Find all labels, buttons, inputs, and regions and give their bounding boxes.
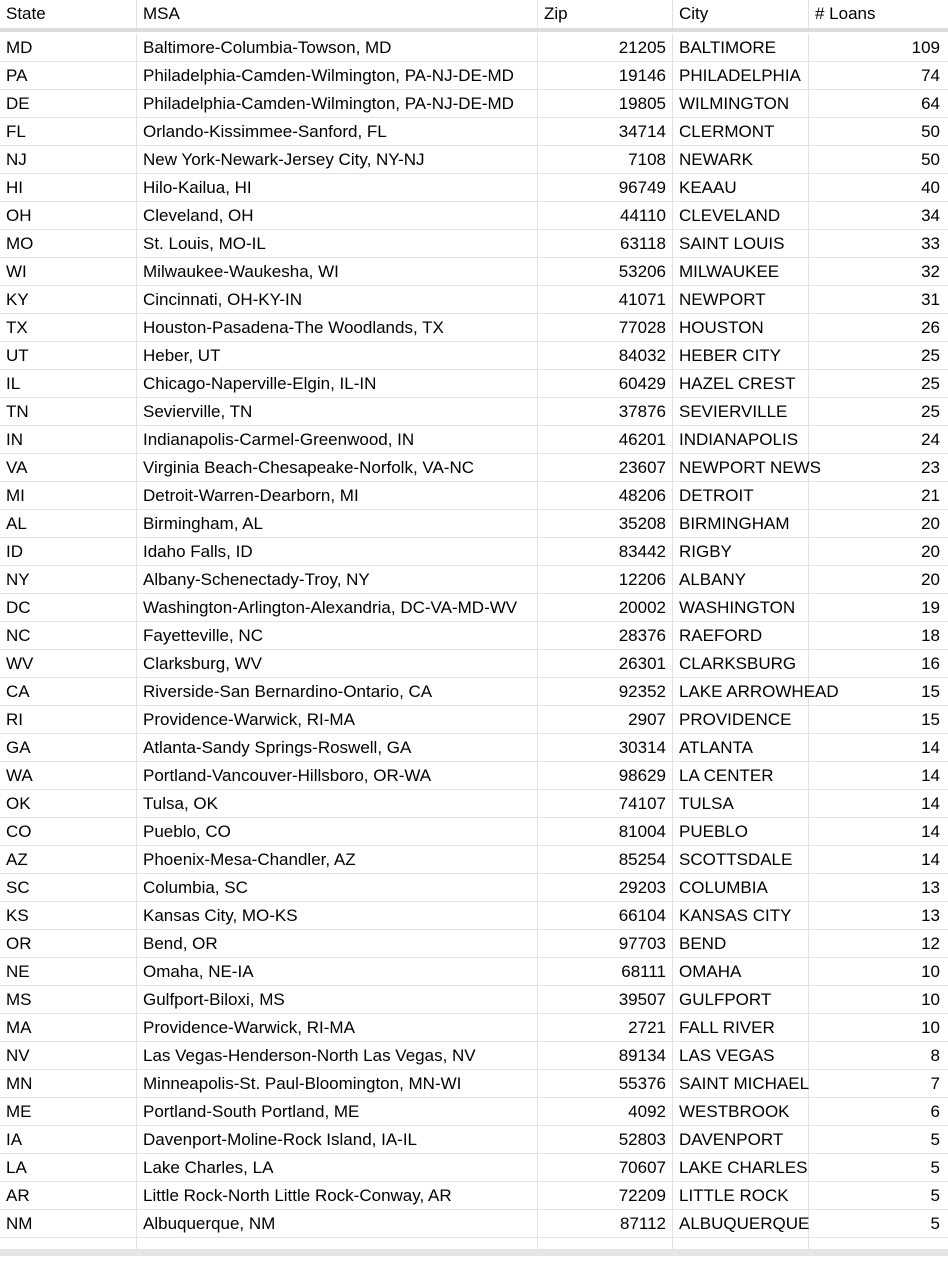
cell-state[interactable]: KS xyxy=(0,902,137,930)
cell-city[interactable]: BIRMINGHAM xyxy=(673,510,809,538)
cell-msa[interactable]: Minneapolis-St. Paul-Bloomington, MN-WI xyxy=(137,1070,538,1098)
cell-msa[interactable]: Cincinnati, OH-KY-IN xyxy=(137,286,538,314)
table-row xyxy=(0,146,948,174)
table-row xyxy=(0,650,948,678)
table-row xyxy=(0,34,948,62)
cell-msa[interactable]: Tulsa, OK xyxy=(137,790,538,818)
cell-msa[interactable]: Portland-Vancouver-Hillsboro, OR-WA xyxy=(137,762,538,790)
cell-state[interactable]: ME xyxy=(0,1098,137,1126)
cell-state[interactable]: AZ xyxy=(0,846,137,874)
cell-zip[interactable]: 89134 xyxy=(538,1042,673,1070)
cell-zip[interactable]: 84032 xyxy=(538,342,673,370)
cell-city[interactable]: ALBANY xyxy=(673,566,809,594)
cell-zip[interactable]: 2721 xyxy=(538,1014,673,1042)
cell-msa[interactable]: Columbia, SC xyxy=(137,874,538,902)
table-row xyxy=(0,678,948,706)
table-row xyxy=(0,902,948,930)
cell-zip[interactable]: 87112 xyxy=(538,1210,673,1238)
cell-city[interactable]: WASHINGTON xyxy=(673,594,809,622)
cell-state[interactable]: RI xyxy=(0,706,137,734)
cell-state[interactable]: MS xyxy=(0,986,137,1014)
cell-city[interactable]: NEWPORT NEWS xyxy=(673,454,809,482)
cell-loans[interactable]: 10 xyxy=(809,1014,948,1042)
cell-state[interactable]: KY xyxy=(0,286,137,314)
cell-city[interactable]: MILWAUKEE xyxy=(673,258,809,286)
table-row xyxy=(0,566,948,594)
cell-msa[interactable]: Little Rock-North Little Rock-Conway, AR xyxy=(137,1182,538,1210)
cell-city[interactable]: SAINT LOUIS xyxy=(673,230,809,258)
cell-zip[interactable]: 74107 xyxy=(538,790,673,818)
cell-loans[interactable]: 7 xyxy=(809,1070,948,1098)
cell-city[interactable]: BALTIMORE xyxy=(673,34,809,62)
table-row xyxy=(0,482,948,510)
cell-msa[interactable]: Virginia Beach-Chesapeake-Norfolk, VA-NC xyxy=(137,454,538,482)
cell-zip[interactable]: 2907 xyxy=(538,706,673,734)
cell-loans[interactable]: 26 xyxy=(809,314,948,342)
cell-loans[interactable]: 6 xyxy=(809,1098,948,1126)
cell-msa[interactable]: Las Vegas-Henderson-North Las Vegas, NV xyxy=(137,1042,538,1070)
table-row xyxy=(0,734,948,762)
cell-state[interactable]: IA xyxy=(0,1126,137,1154)
cell-msa[interactable]: Pueblo, CO xyxy=(137,818,538,846)
cell-state[interactable]: NE xyxy=(0,958,137,986)
table-row xyxy=(0,370,948,398)
cell-loans[interactable]: 14 xyxy=(809,762,948,790)
cell-loans[interactable]: 64 xyxy=(809,90,948,118)
table-row xyxy=(0,538,948,566)
cell-loans[interactable]: 10 xyxy=(809,986,948,1014)
cell-loans[interactable]: 8 xyxy=(809,1042,948,1070)
empty-cell[interactable] xyxy=(0,1238,137,1250)
cell-loans[interactable]: 12 xyxy=(809,930,948,958)
cell-zip[interactable]: 66104 xyxy=(538,902,673,930)
cell-state[interactable]: IL xyxy=(0,370,137,398)
cell-loans[interactable]: 33 xyxy=(809,230,948,258)
table-row xyxy=(0,1154,948,1182)
cell-loans[interactable]: 13 xyxy=(809,902,948,930)
cell-zip[interactable]: 85254 xyxy=(538,846,673,874)
cell-state[interactable]: GA xyxy=(0,734,137,762)
cell-loans[interactable]: 34 xyxy=(809,202,948,230)
cell-loans[interactable]: 24 xyxy=(809,426,948,454)
cell-city[interactable]: KEAAU xyxy=(673,174,809,202)
cell-state[interactable]: NY xyxy=(0,566,137,594)
cell-city[interactable]: OMAHA xyxy=(673,958,809,986)
cell-zip[interactable]: 53206 xyxy=(538,258,673,286)
cell-state[interactable]: VA xyxy=(0,454,137,482)
cell-loans[interactable]: 20 xyxy=(809,538,948,566)
cell-zip[interactable]: 98629 xyxy=(538,762,673,790)
cell-state[interactable]: OR xyxy=(0,930,137,958)
cell-city[interactable]: RIGBY xyxy=(673,538,809,566)
cell-city[interactable]: SAINT MICHAEL xyxy=(673,1070,809,1098)
cell-zip[interactable]: 77028 xyxy=(538,314,673,342)
cell-city[interactable]: SCOTTSDALE xyxy=(673,846,809,874)
cell-state[interactable]: HI xyxy=(0,174,137,202)
cell-zip[interactable]: 29203 xyxy=(538,874,673,902)
table-row xyxy=(0,1098,948,1126)
column-header-state[interactable]: State xyxy=(0,0,137,28)
cell-city[interactable]: NEWPORT xyxy=(673,286,809,314)
cell-zip[interactable]: 37876 xyxy=(538,398,673,426)
cell-msa[interactable]: Riverside-San Bernardino-Ontario, CA xyxy=(137,678,538,706)
cell-state[interactable]: CO xyxy=(0,818,137,846)
cell-state[interactable]: MN xyxy=(0,1070,137,1098)
cell-zip[interactable]: 19146 xyxy=(538,62,673,90)
cell-city[interactable]: INDIANAPOLIS xyxy=(673,426,809,454)
cell-zip[interactable]: 30314 xyxy=(538,734,673,762)
table-row xyxy=(0,594,948,622)
cell-loans[interactable]: 16 xyxy=(809,650,948,678)
cell-msa[interactable]: Hilo-Kailua, HI xyxy=(137,174,538,202)
table-row xyxy=(0,1042,948,1070)
cell-zip[interactable]: 55376 xyxy=(538,1070,673,1098)
bottom-scroll-edge xyxy=(0,1250,948,1256)
cell-zip[interactable]: 35208 xyxy=(538,510,673,538)
cell-state[interactable]: NJ xyxy=(0,146,137,174)
cell-msa[interactable]: Baltimore-Columbia-Towson, MD xyxy=(137,34,538,62)
cell-msa[interactable]: Portland-South Portland, ME xyxy=(137,1098,538,1126)
empty-cell[interactable] xyxy=(538,1238,673,1250)
cell-state[interactable]: NV xyxy=(0,1042,137,1070)
cell-city[interactable]: CLARKSBURG xyxy=(673,650,809,678)
cell-zip[interactable]: 26301 xyxy=(538,650,673,678)
cell-zip[interactable]: 7108 xyxy=(538,146,673,174)
cell-msa[interactable]: Heber, UT xyxy=(137,342,538,370)
table-row xyxy=(0,1070,948,1098)
cell-loans[interactable]: 25 xyxy=(809,370,948,398)
table-row xyxy=(0,62,948,90)
cell-loans[interactable]: 14 xyxy=(809,846,948,874)
cell-city[interactable]: DETROIT xyxy=(673,482,809,510)
cell-zip[interactable]: 60429 xyxy=(538,370,673,398)
cell-state[interactable]: LA xyxy=(0,1154,137,1182)
cell-zip[interactable]: 39507 xyxy=(538,986,673,1014)
cell-city[interactable]: CLERMONT xyxy=(673,118,809,146)
cell-loans[interactable]: 25 xyxy=(809,342,948,370)
cell-msa[interactable]: Kansas City, MO-KS xyxy=(137,902,538,930)
cell-zip[interactable]: 46201 xyxy=(538,426,673,454)
cell-msa[interactable]: Birmingham, AL xyxy=(137,510,538,538)
cell-city[interactable]: PROVIDENCE xyxy=(673,706,809,734)
cell-zip[interactable]: 23607 xyxy=(538,454,673,482)
cell-msa[interactable]: Phoenix-Mesa-Chandler, AZ xyxy=(137,846,538,874)
cell-city[interactable]: LAS VEGAS xyxy=(673,1042,809,1070)
cell-loans[interactable]: 50 xyxy=(809,146,948,174)
cell-loans[interactable]: 15 xyxy=(809,706,948,734)
table-row xyxy=(0,1014,948,1042)
cell-state[interactable]: TN xyxy=(0,398,137,426)
cell-msa[interactable]: Washington-Arlington-Alexandria, DC-VA-MD-WV xyxy=(137,594,538,622)
table-row xyxy=(0,258,948,286)
table-row xyxy=(0,454,948,482)
table-row xyxy=(0,314,948,342)
cell-msa[interactable]: Idaho Falls, ID xyxy=(137,538,538,566)
cell-loans[interactable]: 20 xyxy=(809,510,948,538)
cell-city[interactable]: PHILADELPHIA xyxy=(673,62,809,90)
cell-loans[interactable]: 31 xyxy=(809,286,948,314)
cell-msa[interactable]: Clarksburg, WV xyxy=(137,650,538,678)
cell-loans[interactable]: 50 xyxy=(809,118,948,146)
cell-zip[interactable]: 68111 xyxy=(538,958,673,986)
cell-loans[interactable]: 32 xyxy=(809,258,948,286)
cell-state[interactable]: AR xyxy=(0,1182,137,1210)
column-header-zip[interactable]: Zip xyxy=(538,0,673,28)
table-row xyxy=(0,398,948,426)
cell-city[interactable]: ATLANTA xyxy=(673,734,809,762)
table-row xyxy=(0,342,948,370)
cell-city[interactable]: HAZEL CREST xyxy=(673,370,809,398)
cell-city[interactable]: COLUMBIA xyxy=(673,874,809,902)
table-row xyxy=(0,510,948,538)
cell-msa[interactable]: Milwaukee-Waukesha, WI xyxy=(137,258,538,286)
table-row xyxy=(0,202,948,230)
table-row xyxy=(0,118,948,146)
column-header-loans[interactable]: # Loans xyxy=(815,4,876,23)
cell-city[interactable]: DAVENPORT xyxy=(673,1126,809,1154)
header-separator xyxy=(0,28,948,32)
cell-msa[interactable]: Detroit-Warren-Dearborn, MI xyxy=(137,482,538,510)
column-header-city[interactable]: City xyxy=(673,0,809,28)
cell-state[interactable]: WI xyxy=(0,258,137,286)
cell-state[interactable]: NC xyxy=(0,622,137,650)
cell-msa[interactable]: Albany-Schenectady-Troy, NY xyxy=(137,566,538,594)
cell-city[interactable]: KANSAS CITY xyxy=(673,902,809,930)
cell-city[interactable]: CLEVELAND xyxy=(673,202,809,230)
cell-msa[interactable]: Gulfport-Biloxi, MS xyxy=(137,986,538,1014)
cell-loans[interactable]: 19 xyxy=(809,594,948,622)
cell-loans[interactable]: 5 xyxy=(809,1182,948,1210)
table-row xyxy=(0,958,948,986)
cell-zip[interactable]: 52803 xyxy=(538,1126,673,1154)
cell-city[interactable]: RAEFORD xyxy=(673,622,809,650)
cell-msa[interactable]: Indianapolis-Carmel-Greenwood, IN xyxy=(137,426,538,454)
cell-loans[interactable]: 15 xyxy=(809,678,948,706)
cell-zip[interactable]: 20002 xyxy=(538,594,673,622)
cell-loans[interactable]: 14 xyxy=(809,818,948,846)
cell-loans[interactable]: 10 xyxy=(809,958,948,986)
cell-zip[interactable]: 63118 xyxy=(538,230,673,258)
cell-state[interactable]: ID xyxy=(0,538,137,566)
cell-state[interactable]: WA xyxy=(0,762,137,790)
cell-zip[interactable]: 48206 xyxy=(538,482,673,510)
cell-city[interactable]: ALBUQUERQUE xyxy=(673,1210,809,1238)
cell-msa[interactable]: Albuquerque, NM xyxy=(137,1210,538,1238)
cell-state[interactable]: DC xyxy=(0,594,137,622)
table-row xyxy=(0,286,948,314)
cell-loans[interactable]: 20 xyxy=(809,566,948,594)
cell-msa[interactable]: Philadelphia-Camden-Wilmington, PA-NJ-DE-MD xyxy=(137,90,538,118)
table-row xyxy=(0,706,948,734)
cell-zip[interactable]: 34714 xyxy=(538,118,673,146)
cell-loans[interactable]: 5 xyxy=(809,1154,948,1182)
cell-loans[interactable]: 40 xyxy=(809,174,948,202)
empty-cell[interactable] xyxy=(809,1238,948,1250)
cell-msa[interactable]: Philadelphia-Camden-Wilmington, PA-NJ-DE-MD xyxy=(137,62,538,90)
cell-city[interactable]: LITTLE ROCK xyxy=(673,1182,809,1210)
cell-zip[interactable]: 41071 xyxy=(538,286,673,314)
cell-loans[interactable]: 21 xyxy=(809,482,948,510)
cell-state[interactable]: AL xyxy=(0,510,137,538)
cell-zip[interactable]: 97703 xyxy=(538,930,673,958)
cell-state[interactable]: TX xyxy=(0,314,137,342)
cell-state[interactable]: UT xyxy=(0,342,137,370)
cell-zip[interactable]: 44110 xyxy=(538,202,673,230)
cell-city[interactable]: PUEBLO xyxy=(673,818,809,846)
table-row xyxy=(0,986,948,1014)
cell-city[interactable]: BEND xyxy=(673,930,809,958)
cell-loans[interactable]: 23 xyxy=(809,454,948,482)
cell-state[interactable]: MD xyxy=(0,34,137,62)
table-row xyxy=(0,1182,948,1210)
cell-state[interactable]: MI xyxy=(0,482,137,510)
cell-msa[interactable]: Cleveland, OH xyxy=(137,202,538,230)
cell-state[interactable]: SC xyxy=(0,874,137,902)
column-header-msa[interactable]: MSA xyxy=(137,0,538,28)
cell-msa[interactable]: Davenport-Moline-Rock Island, IA-IL xyxy=(137,1126,538,1154)
cell-zip[interactable]: 83442 xyxy=(538,538,673,566)
cell-state[interactable]: MO xyxy=(0,230,137,258)
cell-msa[interactable]: Bend, OR xyxy=(137,930,538,958)
cell-city[interactable]: GULFPORT xyxy=(673,986,809,1014)
table-row xyxy=(0,846,948,874)
cell-msa[interactable]: Lake Charles, LA xyxy=(137,1154,538,1182)
cell-state[interactable]: WV xyxy=(0,650,137,678)
cell-loans[interactable]: 5 xyxy=(809,1210,948,1238)
table-row xyxy=(0,1210,948,1238)
cell-msa[interactable]: Sevierville, TN xyxy=(137,398,538,426)
cell-city[interactable]: HEBER CITY xyxy=(673,342,809,370)
cell-msa[interactable]: Omaha, NE-IA xyxy=(137,958,538,986)
cell-msa[interactable]: Chicago-Naperville-Elgin, IL-IN xyxy=(137,370,538,398)
cell-city[interactable]: LAKE CHARLES xyxy=(673,1154,809,1182)
cell-msa[interactable]: Orlando-Kissimmee-Sanford, FL xyxy=(137,118,538,146)
cell-state[interactable]: CA xyxy=(0,678,137,706)
cell-state[interactable]: PA xyxy=(0,62,137,90)
empty-cell[interactable] xyxy=(673,1238,809,1250)
cell-state[interactable]: DE xyxy=(0,90,137,118)
cell-zip[interactable]: 96749 xyxy=(538,174,673,202)
cell-state[interactable]: MA xyxy=(0,1014,137,1042)
table-row xyxy=(0,1126,948,1154)
cell-loans[interactable]: 13 xyxy=(809,874,948,902)
cell-state[interactable]: NM xyxy=(0,1210,137,1238)
cell-loans[interactable]: 74 xyxy=(809,62,948,90)
table-row xyxy=(0,426,948,454)
cell-zip[interactable]: 21205 xyxy=(538,34,673,62)
table-row xyxy=(0,930,948,958)
cell-zip[interactable]: 4092 xyxy=(538,1098,673,1126)
cell-msa[interactable]: Fayetteville, NC xyxy=(137,622,538,650)
cell-state[interactable]: OK xyxy=(0,790,137,818)
cell-loans[interactable]: 25 xyxy=(809,398,948,426)
cell-loans[interactable]: 14 xyxy=(809,734,948,762)
cell-loans[interactable]: 14 xyxy=(809,790,948,818)
cell-msa[interactable]: Providence-Warwick, RI-MA xyxy=(137,1014,538,1042)
cell-msa[interactable]: St. Louis, MO-IL xyxy=(137,230,538,258)
cell-city[interactable]: LAKE ARROWHEAD xyxy=(673,678,809,706)
table-row xyxy=(0,818,948,846)
cell-zip[interactable]: 81004 xyxy=(538,818,673,846)
cell-city[interactable]: NEWARK xyxy=(673,146,809,174)
cell-city[interactable]: WESTBROOK xyxy=(673,1098,809,1126)
cell-city[interactable]: FALL RIVER xyxy=(673,1014,809,1042)
table-row xyxy=(0,622,948,650)
cell-zip[interactable]: 12206 xyxy=(538,566,673,594)
cell-city[interactable]: HOUSTON xyxy=(673,314,809,342)
header-row xyxy=(0,0,948,28)
cell-zip[interactable]: 72209 xyxy=(538,1182,673,1210)
table-row xyxy=(0,90,948,118)
table-row xyxy=(0,762,948,790)
cell-msa[interactable]: Houston-Pasadena-The Woodlands, TX xyxy=(137,314,538,342)
cell-city[interactable]: TULSA xyxy=(673,790,809,818)
cell-city[interactable]: SEVIERVILLE xyxy=(673,398,809,426)
cell-loans[interactable]: 5 xyxy=(809,1126,948,1154)
cell-loans[interactable]: 109 xyxy=(809,34,948,62)
table-row xyxy=(0,874,948,902)
cell-loans[interactable]: 18 xyxy=(809,622,948,650)
cell-zip[interactable]: 92352 xyxy=(538,678,673,706)
cell-state[interactable]: FL xyxy=(0,118,137,146)
cell-zip[interactable]: 19805 xyxy=(538,90,673,118)
cell-city[interactable]: LA CENTER xyxy=(673,762,809,790)
cell-state[interactable]: OH xyxy=(0,202,137,230)
cell-msa[interactable]: Providence-Warwick, RI-MA xyxy=(137,706,538,734)
cell-msa[interactable]: Atlanta-Sandy Springs-Roswell, GA xyxy=(137,734,538,762)
empty-cell[interactable] xyxy=(137,1238,538,1250)
table-row xyxy=(0,230,948,258)
cell-state[interactable]: IN xyxy=(0,426,137,454)
cell-msa[interactable]: New York-Newark-Jersey City, NY-NJ xyxy=(137,146,538,174)
cell-city[interactable]: WILMINGTON xyxy=(673,90,809,118)
cell-zip[interactable]: 70607 xyxy=(538,1154,673,1182)
table-row xyxy=(0,790,948,818)
table-row xyxy=(0,174,948,202)
cell-zip[interactable]: 28376 xyxy=(538,622,673,650)
